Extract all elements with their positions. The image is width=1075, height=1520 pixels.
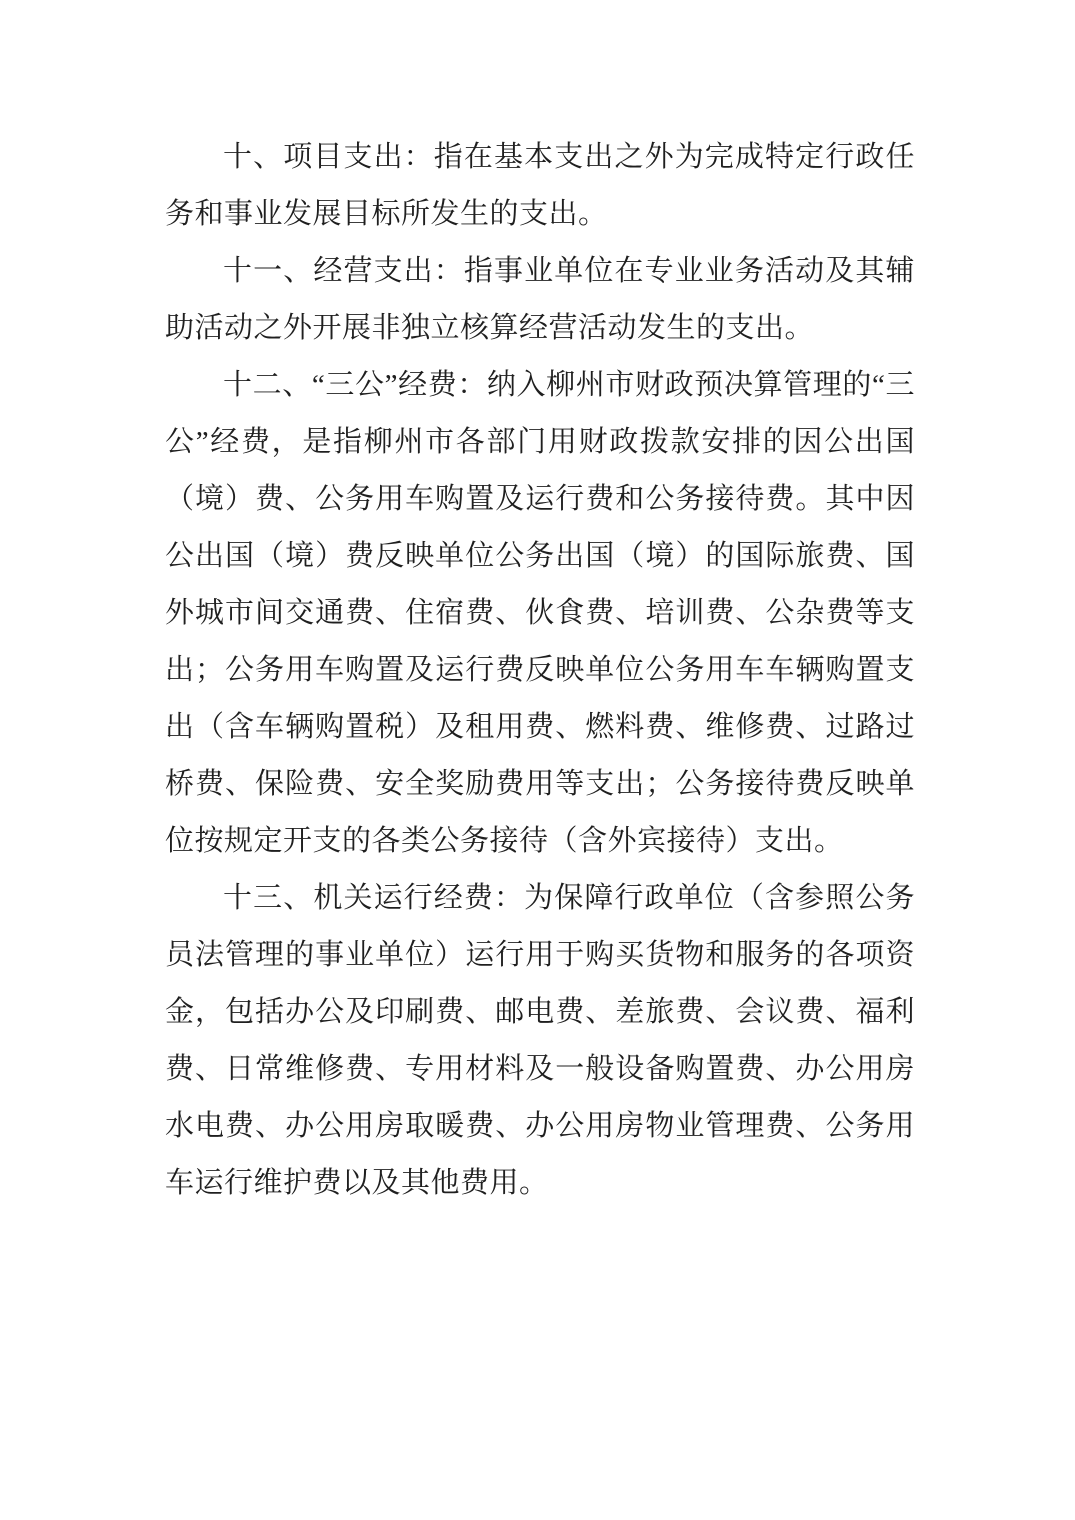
paragraph-item-11: 十一、经营支出：指事业单位在专业业务活动及其辅助活动之外开展非独立核算经营活动发生的支出。 [165, 255, 915, 344]
paragraph-item-13: 十三、机关运行经费：为保障行政单位（含参照公务员法管理的事业单位）运行用于购买货物和服务的各项资金，包括办公及印刷费、邮电费、差旅费、会议费、福利费、日常维修费、专用材料及一般设备购置费、办公用房水电费、办公用房取暖费、办公用房物业管理费、公务用车运行维护费以及其他费用。 [165, 882, 915, 1199]
document-body [165, 129, 915, 1212]
paragraph-item-10: 十、项目支出：指在基本支出之外为完成特定行政任务和事业发展目标所发生的支出。 [165, 141, 915, 230]
paragraph-item-12: 十二、“三公”经费：纳入柳州市财政预决算管理的“三公”经费，是指柳州市各部门用财政拨款安排的因公出国（境）费、公务用车购置及运行费和公务接待费。其中因公出国（境）费反映单位公务出国（境）的国际旅费、国外城市间交通费、住宿费、伙食费、培训费、公杂费等支出；公务用车购置及运行费反映单位公务用车车辆购置支出（含车辆购置税）及租用费、燃料费、维修费、过路过桥费、保险费、安全奖励费用等支出；公务接待费反映单位按规定开支的各类公务接待（含外宾接待）支出。 [165, 369, 915, 857]
